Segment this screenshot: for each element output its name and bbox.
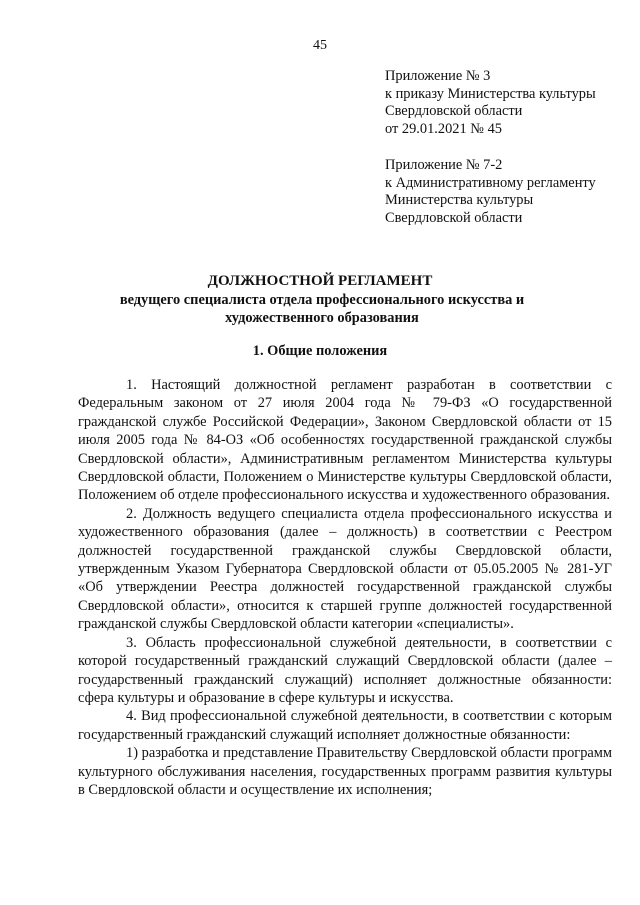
paragraph: 4. Вид профессиональной служебной деятельности, в соответствии с которым государственный гражданский служащий исполняет должностные обязанности: bbox=[78, 708, 612, 743]
appendix-7-2-line: к Административному регламенту bbox=[385, 174, 596, 191]
section-title: 1. Общие положения bbox=[252, 343, 388, 359]
document-subtitle: ведущего специалиста отдела профессионального искусства и художественного образования bbox=[119, 292, 525, 326]
appendix-7-2-line: Приложение № 7-2 bbox=[385, 157, 503, 173]
appendix-3-block bbox=[385, 68, 635, 138]
page-number: 45 bbox=[313, 38, 327, 53]
appendix-3-line: к приказу Министерства культуры bbox=[385, 85, 596, 102]
appendix-3-line: Свердловской области bbox=[385, 103, 523, 119]
paragraph: 3. Область профессиональной служебной деятельности, в соответствии с которой государственный гражданский служащий Свердловской области (далее – государственный гражданский служащий) исполняет должностные обязанности: сфера культуры и образование в сфере культуры и искусства. bbox=[78, 634, 612, 706]
document-body bbox=[78, 376, 612, 799]
appendix-3-line: от 29.01.2021 № 45 bbox=[385, 120, 502, 137]
appendix-7-2-line: Свердловской области bbox=[385, 209, 523, 226]
appendix-3-line: Приложение № 3 bbox=[385, 68, 491, 84]
appendix-7-2-block bbox=[385, 157, 635, 227]
paragraph: 1) разработка и представление Правительству Свердловской области программ культурного обслуживания населения, государственных программ развития культуры в Свердловской области и осуществление их исполнения; bbox=[78, 745, 612, 798]
document-title: ДОЛЖНОСТНОЙ РЕГЛАМЕНТ bbox=[207, 273, 433, 289]
paragraph: 2. Должность ведущего специалиста отдела профессионального искусства и художественного образования (далее – должность) в соответствии с Реестром должностей государственной гражданской службы Свердловской области, утвержденным Указом Губернатора Свердловской области от 05.05.2005 № 281-УГ «Об утверждении Реестра должностей государственной гражданской службы Свердловской области», относится к старшей группе должностей государственной гражданской службы Свердловской области категории «специалисты». bbox=[78, 505, 612, 633]
paragraph: 1. Настоящий должностной регламент разработан в соответствии с Федеральным законом от 27 июля 2004 года № 79-ФЗ «О государственной гражданской службе Российской Федерации», Законом Свердловской области от 15 июля 2005 года № 84-ОЗ «Об особенностях государственной гражданской службы Свердловской области», Административным регламентом Министерства культуры Свердловской области, Положением о Министерстве культуры Свердловской области, Положением об отделе профессионального искусства и художественного образования. bbox=[78, 377, 612, 504]
appendix-7-2-line: Министерства культуры bbox=[385, 192, 534, 208]
